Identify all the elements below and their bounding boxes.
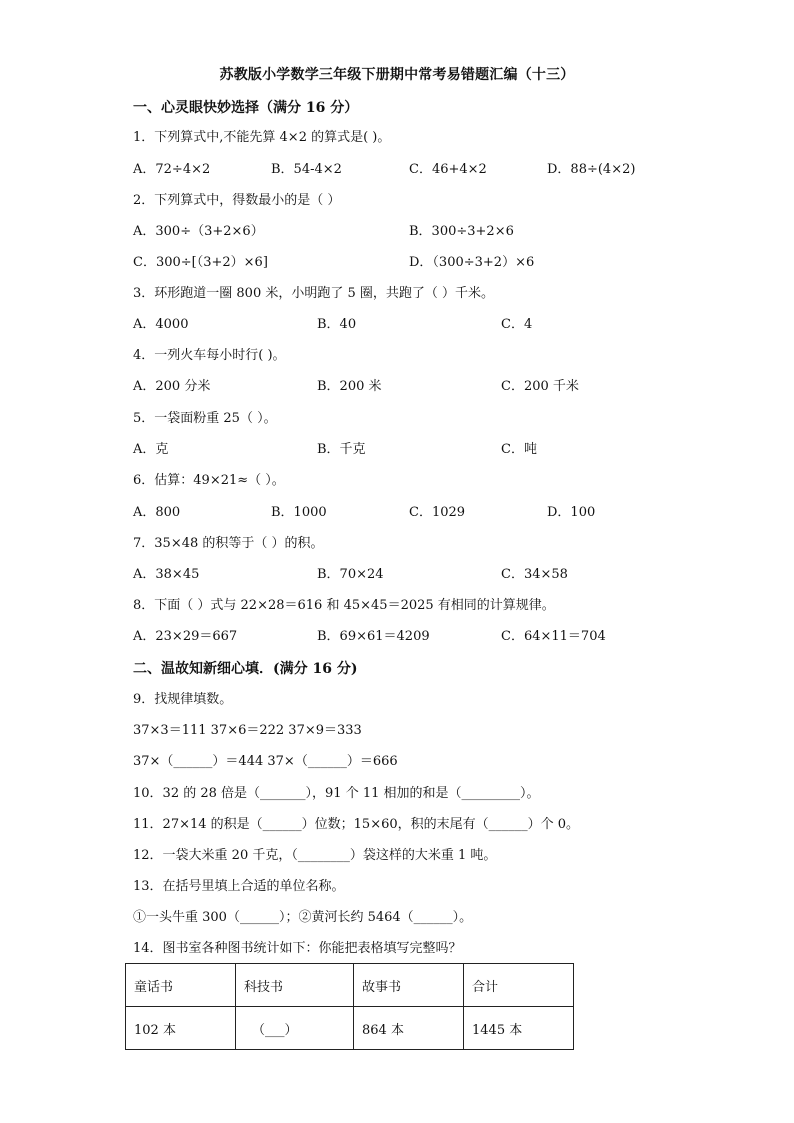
q5-option-c: C．吨 — [501, 442, 537, 457]
table-row — [126, 1007, 574, 1050]
table-cell: 1445 本 — [464, 1007, 574, 1050]
question-12: 12．一袋大米重 20 千克，（________）袋这样的大米重 1 吨。 — [133, 848, 497, 863]
question-11: 11．27×14 的积是（______）位数；15×60，积的末尾有（______）个 0。 — [133, 817, 580, 832]
section-2-heading: 二、温故知新细心填．(满分 16 分) — [133, 661, 358, 677]
question-5: 5．一袋面粉重 25（ ）。 — [133, 411, 277, 426]
q2-option-c: C．300÷[（3+2）×6] — [133, 255, 268, 270]
question-8: 8．下面（ ）式与 22×28＝616 和 45×45＝2025 有相同的计算规律。 — [133, 598, 555, 613]
q4-option-a: A．200 分米 — [133, 379, 211, 394]
q7-option-c: C．34×58 — [501, 567, 568, 582]
question-9-blanks: 37×（______）＝444 37×（______）＝666 — [133, 754, 398, 769]
q1-option-d: D．88÷(4×2) — [547, 162, 636, 177]
table-cell: 864 本 — [354, 1007, 464, 1050]
question-9-pattern: 37×3＝111 37×6＝222 37×9＝333 — [133, 723, 362, 738]
question-10: 10．32 的 28 倍是（_______），91 个 11 相加的和是（_________）。 — [133, 786, 540, 801]
page-title: 苏教版小学数学三年级下册期中常考易错题汇编（十三） — [219, 67, 575, 83]
q3-option-a: A．4000 — [133, 317, 189, 332]
q1-option-b: B．54-4×2 — [271, 162, 342, 177]
q3-option-b: B．40 — [317, 317, 357, 332]
table-header-cell: 科技书 — [236, 964, 354, 1007]
q1-option-a: A．72÷4×2 — [133, 162, 211, 177]
question-14: 14．图书室各种图书统计如下：你能把表格填写完整吗？ — [133, 941, 462, 956]
q7-option-b: B．70×24 — [317, 567, 384, 582]
table-header-cell: 故事书 — [354, 964, 464, 1007]
q8-option-c: C．64×11＝704 — [501, 629, 606, 644]
section-1-heading: 一、心灵眼快妙选择（满分 16 分） — [133, 100, 359, 116]
table-header-cell: 童话书 — [126, 964, 236, 1007]
q1-option-c: C．46+4×2 — [409, 162, 487, 177]
q4-option-b: B．200 米 — [317, 379, 382, 394]
q5-option-b: B．千克 — [317, 442, 366, 457]
question-1: 1．下列算式中,不能先算 4×2 的算式是( )。 — [133, 130, 391, 145]
book-statistics-table — [125, 963, 574, 1050]
question-6: 6．估算：49×21≈（ ）。 — [133, 473, 285, 488]
question-3: 3．环形跑道一圈 800 米，小明跑了 5 圈，共跑了（ ）千米。 — [133, 286, 495, 301]
table-header-row — [126, 964, 574, 1007]
q6-option-c: C．1029 — [409, 505, 466, 520]
q8-option-a: A．23×29＝667 — [133, 629, 238, 644]
question-7: 7．35×48 的积等于（ ）的积。 — [133, 536, 324, 551]
q7-option-a: A．38×45 — [133, 567, 200, 582]
question-2: 2．下列算式中，得数最小的是（ ） — [133, 193, 341, 208]
question-4: 4．一列火车每小时行( )。 — [133, 348, 286, 363]
q2-option-d: D．（300÷3+2）×6 — [409, 255, 535, 270]
q6-option-d: D．100 — [547, 505, 596, 520]
q2-option-b: B．300÷3+2×6 — [409, 224, 514, 239]
q3-option-c: C．4 — [501, 317, 533, 332]
question-13: 13．在括号里填上合适的单位名称。 — [133, 879, 345, 894]
table-cell: 102 本 — [126, 1007, 236, 1050]
table-header-cell: 合计 — [464, 964, 574, 1007]
question-13-items: ①一头牛重 300（______）；②黄河长约 5464（______）。 — [133, 910, 473, 925]
question-9: 9．找规律填数。 — [133, 692, 233, 707]
q6-option-a: A．800 — [133, 505, 181, 520]
table-cell-blank: （___） — [236, 1007, 354, 1050]
q8-option-b: B．69×61＝4209 — [317, 629, 430, 644]
q2-option-a: A．300÷（3+2×6） — [133, 224, 264, 239]
q4-option-c: C．200 千米 — [501, 379, 579, 394]
q6-option-b: B．1000 — [271, 505, 327, 520]
q5-option-a: A．克 — [133, 442, 169, 457]
